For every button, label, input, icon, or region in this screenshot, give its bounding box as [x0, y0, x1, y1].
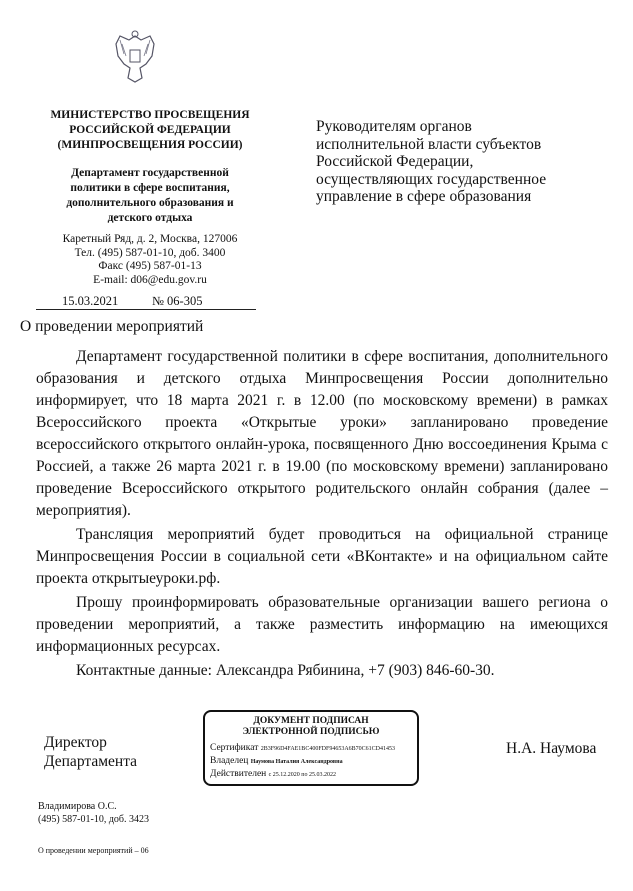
executor-info — [38, 800, 149, 826]
subject: О проведении мероприятий — [20, 318, 204, 335]
cert-label: Сертификат — [210, 743, 259, 753]
department-address — [30, 233, 270, 287]
signatory-position — [44, 733, 137, 771]
valid-value: с 25.12.2020 по 25.03.2022 — [268, 772, 336, 778]
body-paragraph: Прошу проинформировать образовательные организации вашего региона о проведении мероприятий, а также разместить информацию на имеющихся информационных ресурсах. — [36, 594, 608, 655]
department-line: детского отдыха — [107, 212, 193, 224]
position-line: Департамента — [44, 753, 138, 770]
stamp-title: ДОКУМЕНТ ПОДПИСАН — [253, 716, 369, 726]
department-line: политики в сфере воспитания, — [70, 182, 230, 194]
position-line: Директор — [44, 734, 107, 751]
document-date: 15.03.2021 — [62, 294, 119, 308]
document-number: № 06-305 — [152, 294, 203, 308]
footer-note: О проведении мероприятий – 06 — [38, 846, 149, 855]
electronic-signature-stamp — [203, 710, 419, 786]
phone-line: Тел. (495) 587-01-10, доб. 3400 — [74, 246, 226, 259]
owner-label: Владелец — [210, 756, 249, 766]
cert-value: 2B3F96D4FAE1BC400FDF94653A6B70C61CD41453 — [260, 746, 395, 752]
valid-label: Действителен — [210, 769, 267, 779]
email-line: E-mail: d06@edu.gov.ru — [93, 273, 207, 286]
body-paragraph: Контактные данные: Александра Рябинина, +7 (903) 846-60-30. — [76, 662, 495, 679]
address-line: Каретный Ряд, д. 2, Москва, 127006 — [62, 233, 238, 245]
department-line: дополнительного образования и — [66, 197, 234, 209]
letter-body — [36, 346, 608, 682]
department-name — [30, 166, 270, 226]
ministry-line: МИНИСТЕРСТВО ПРОСВЕЩЕНИЯ — [50, 109, 250, 121]
body-paragraph: Департамент государственной политики в сфере воспитания, дополнительного образования и детского отдыха Минпросвещения России дополнительно информирует, что 18 марта 2021 г. в 12.00 (по московскому времени) в рамках Всероссийского проекта «Открытые уроки» запланировано проведение всероссийского открытого онлайн-урока, посвященного Дню воссоединения Крыма с Россией, а также 26 марта 2021 г. в 19.00 (по московскому времени) запланировано проведение Всероссийского открытого родительского онлайн собрания (далее – мероприятия). — [36, 348, 608, 519]
fax-line: Факс (495) 587-01-13 — [98, 260, 202, 272]
date-number-line — [36, 294, 256, 310]
body-paragraph: Трансляция мероприятий будет проводиться на официальной странице Минпросвещения России в социальной сети «ВКонтакте» и на официальном сайте проекта открытыеуроки.рф. — [36, 526, 608, 587]
coat-of-arms-emblem — [112, 30, 158, 84]
signatory-name: Н.А. Наумова — [506, 740, 597, 757]
recipient: Руководителям органов исполнительной власти субъектов Российской Федерации, осуществляющих государственное управление в сфере образования — [316, 118, 547, 205]
department-line: Департамент государственной — [71, 167, 229, 179]
stamp-title: ЭЛЕКТРОННОЙ ПОДПИСЬЮ — [242, 727, 380, 737]
ministry-line: РОССИЙСКОЙ ФЕДЕРАЦИИ — [69, 124, 231, 136]
ministry-name — [30, 108, 270, 153]
executor-phone: (495) 587-01-10, доб. 3423 — [38, 814, 149, 825]
executor-name: Владимирова О.С. — [38, 801, 117, 812]
owner-value: Наумова Наталия Александровна — [250, 759, 343, 765]
ministry-line: (МИНПРОСВЕЩЕНИЯ РОССИИ) — [57, 139, 243, 151]
